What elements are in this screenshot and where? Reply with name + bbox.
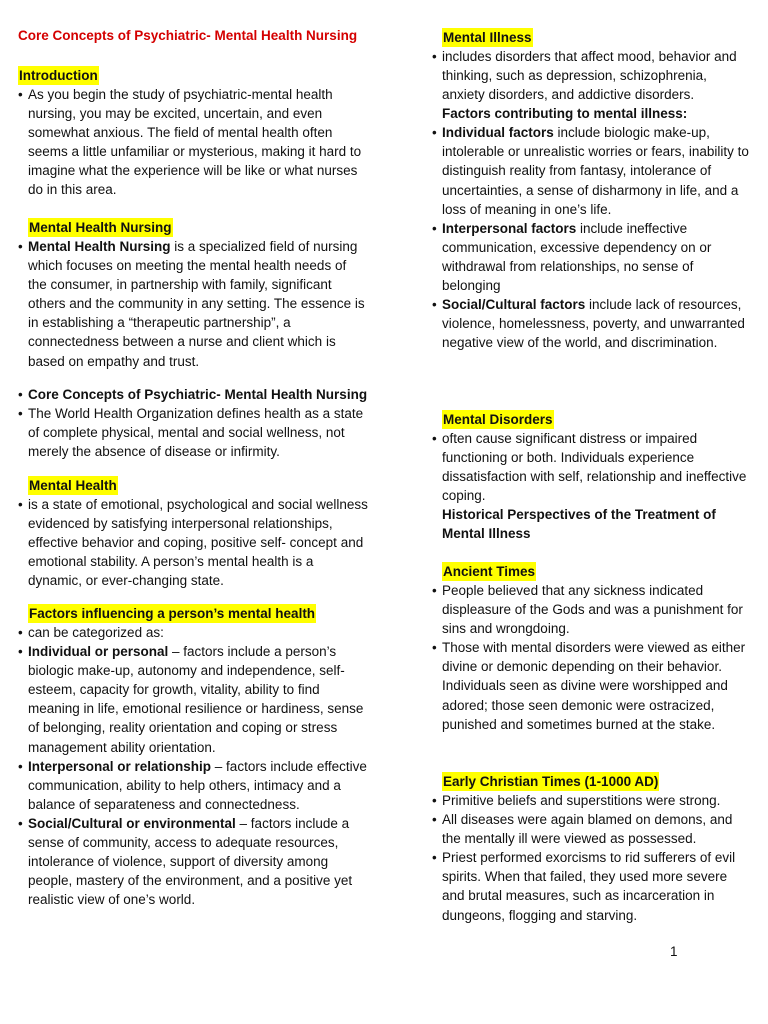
- mental-disorders-list: [432, 429, 752, 505]
- section-factors-influencing: [18, 604, 368, 909]
- bullet-text: As you begin the study of psychiatric-mental health nursing, you may be excited, uncertain, and even somewhat anxious. The field of mental health often seems a little unfamiliar or mysterious, making it hard to imagine what the experience will be like or what nurses do in this area.: [28, 87, 362, 198]
- bullet-text: is a specialized field of nursing which focuses on meeting the mental health needs of the consumer, in partnership with family, significant others and the community in any setting. The essence is in establishing a “therapeutic partnership”, a connectedness between a nurse and client which is based on empathy and trust.: [28, 239, 365, 369]
- section-introduction: [18, 66, 368, 200]
- bullet-text: – factors include a sense of community, access to adequate resources, intolerance of violence, support of diversity among people, mastery of the environment, and a positive yet realistic view of one’s world.: [28, 815, 353, 908]
- mhn-list: [18, 237, 368, 371]
- bullet-item: [432, 638, 752, 733]
- section-mental-health-nursing: [18, 218, 368, 371]
- bullet-bold-term: Interpersonal or relationship: [28, 758, 212, 774]
- heading-mental-health-nursing: Mental Health Nursing: [29, 220, 172, 235]
- section-ancient-times: [432, 562, 752, 734]
- bullet-bold-term: Individual factors: [442, 125, 554, 141]
- bullet-text: often cause significant distress or impaired functioning or both. Individuals experience dissatisfaction with self, relationship and ineffective coping.: [442, 431, 747, 504]
- intro-list: [18, 85, 368, 200]
- bullet-item: [18, 757, 368, 814]
- bullet-item: [18, 623, 368, 642]
- bullet-text: Priest performed exorcisms to rid sufferers of evil spirits. When that failed, they used more severe and brutal measures, such as incarceration in dungeons, flogging and starving.: [442, 850, 736, 923]
- bullet-bold-term: Individual or personal: [28, 644, 169, 660]
- section-mental-disorders: [432, 410, 752, 543]
- subheading-historical-perspectives: Historical Perspectives of the Treatment of Mental Illness: [442, 507, 716, 542]
- bullet-text: All diseases were again blamed on demons, and the mentally ill were viewed as possessed.: [442, 812, 733, 847]
- bullet-item: [18, 642, 368, 757]
- bullet-bold-term: Mental Health Nursing: [28, 239, 171, 254]
- ancient-times-list: [432, 581, 752, 734]
- bullet-item: [432, 791, 752, 810]
- bullet-item: [18, 85, 368, 200]
- bullet-item: [18, 404, 368, 461]
- heading-ancient-times: Ancient Times: [443, 564, 536, 579]
- section-early-christian: [432, 772, 752, 925]
- bullet-item: [432, 295, 752, 352]
- bullet-item: [432, 123, 752, 218]
- heading-mental-illness: Mental Illness: [443, 30, 532, 45]
- heading-introduction: Introduction: [19, 68, 98, 83]
- core-list: [18, 385, 368, 461]
- bullet-item: [432, 848, 752, 924]
- bullet-text: – factors include a person’s biologic make-up, autonomy and independence, self-esteem, capacity for growth, vitality, ability to find meaning in life, emotional resilience or hardiness, sense of belonging, reality orientation and coping or stress management ability orientation.: [28, 644, 364, 755]
- bullet-text: People believed that any sickness indicated displeasure of the Gods and was a punishment for sins and wrongdoing.: [442, 583, 743, 637]
- bullet-bold-term: Core Concepts of Psychiatric- Mental Health Nursing: [28, 387, 368, 402]
- bullet-text: Primitive beliefs and superstitions were strong.: [442, 793, 721, 808]
- document-title: Core Concepts of Psychiatric- Mental Health Nursing: [18, 28, 358, 43]
- bullet-item: [18, 814, 368, 909]
- bullet-text: includes disorders that affect mood, behavior and thinking, such as depression, schizophrenia, anxiety disorders, and addictive disorders.: [442, 49, 737, 103]
- page-number: 1: [670, 944, 678, 959]
- bullet-item: [18, 495, 368, 590]
- heading-early-christian: Early Christian Times (1-1000 AD): [443, 774, 659, 789]
- heading-mental-health: Mental Health: [29, 478, 117, 493]
- heading-mental-disorders: Mental Disorders: [443, 412, 553, 427]
- bullet-item: [18, 385, 368, 404]
- subheading-factors-contributing: Factors contributing to mental illness:: [442, 106, 688, 122]
- bullet-bold-term: Interpersonal factors: [442, 220, 577, 236]
- mental-illness-list: [432, 47, 752, 104]
- section-core-concepts: [18, 385, 368, 461]
- factors-list: [18, 623, 368, 909]
- bullet-item: [18, 237, 368, 371]
- section-mental-illness: [432, 28, 752, 352]
- section-mental-health: [18, 476, 368, 590]
- bullet-bold-term: Social/Cultural factors: [442, 297, 586, 313]
- bullet-item: [432, 810, 752, 848]
- heading-factors-influencing: Factors influencing a person’s mental health: [29, 606, 316, 621]
- bullet-text: The World Health Organization defines health as a state of complete physical, mental and social wellness, not merely the absence of disease or infirmity.: [28, 406, 364, 460]
- bullet-item: [432, 47, 752, 104]
- bullet-text: Those with mental disorders were viewed as either divine or demonic depending on their behavior. Individuals seen as divine were worshipped and adored; those seen demonic were ostracized, punished and sometimes burned at the stake.: [442, 640, 746, 732]
- bullet-text: include ineffective communication, excessive dependency on or withdrawal from relationships, no sense of belonging: [442, 220, 712, 294]
- bullet-item: [432, 581, 752, 638]
- bullet-bold-term: Social/Cultural or environmental: [28, 815, 236, 831]
- bullet-text: is a state of emotional, psychological and social wellness evidenced by satisfying interpersonal relationships, effective behavior and coping, positive self- concept and emotional stability. A person’s mental health is a dynamic, or ever-changing state.: [28, 497, 368, 589]
- bullet-item: [432, 429, 752, 505]
- bullet-item: [432, 219, 752, 295]
- bullet-text: – factors include effective communication, ability to help others, intimacy and a balance of separateness and connectedness.: [28, 758, 367, 812]
- bullet-text: can be categorized as:: [28, 625, 164, 640]
- bullet-text: include biologic make-up, intolerable or unrealistic worries or fears, inability to distinguish reality from fantasy, intolerance of uncertainties, a sense of disharmony in life, and a loss of meaning in one’s life.: [442, 125, 749, 217]
- bullet-text: include lack of resources, violence, homelessness, poverty, and unwarranted negative view of the world, and discrimination.: [442, 297, 745, 351]
- mental-health-list: [18, 495, 368, 590]
- contributing-factors-list: [432, 123, 752, 352]
- early-christian-list: [432, 791, 752, 925]
